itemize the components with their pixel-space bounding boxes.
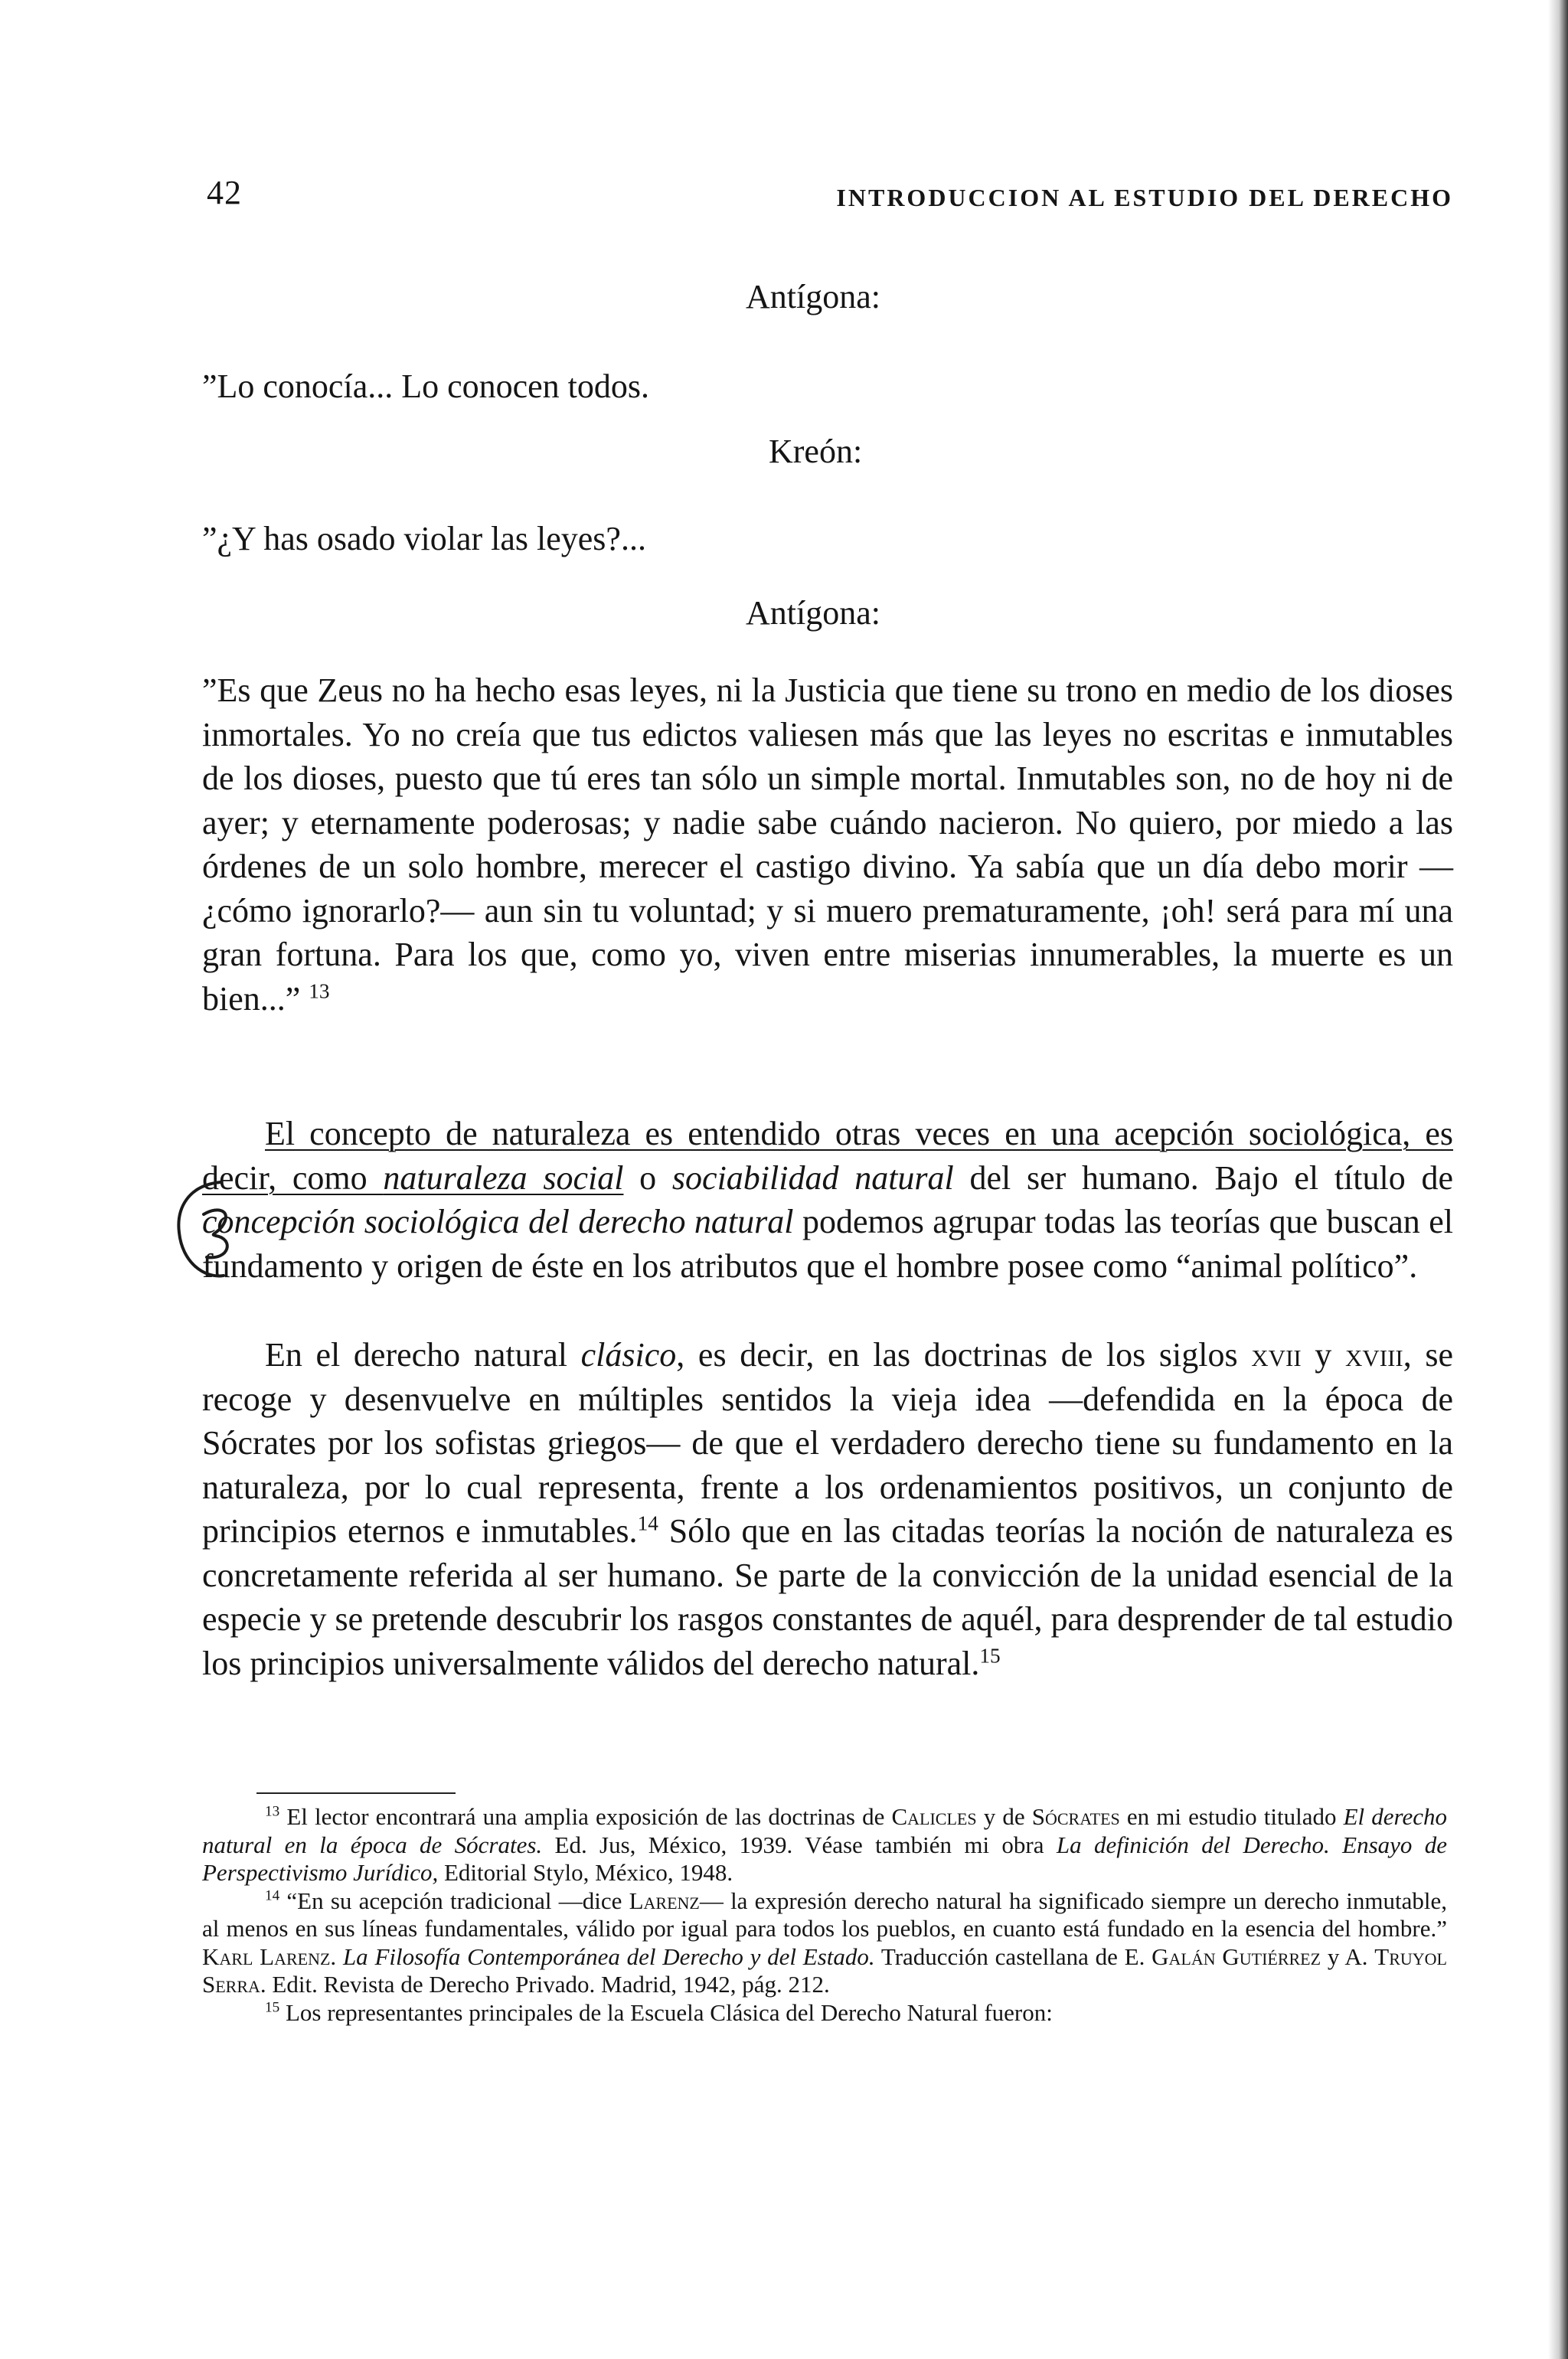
speaker-kreon: Kreón: (769, 433, 863, 470)
running-title: INTRODUCCION AL ESTUDIO DEL DERECHO (836, 184, 1453, 211)
century-numeral: xviii (1344, 1336, 1403, 1374)
text-run: . Edit. Revista de Derecho Privado. Madrid, 1942, pág. 212. (260, 1971, 830, 1998)
text-run: o (623, 1158, 672, 1197)
footnote-ref-13: 13 (309, 979, 330, 1002)
footnote-number: 13 (265, 1803, 280, 1820)
dialogue-text: ”¿Y has osado violar las leyes?... (202, 520, 646, 557)
footnotes (202, 1803, 1447, 2027)
handwritten-circled-number-icon (173, 1178, 257, 1285)
emphasis-text: sociabilidad natural (671, 1158, 954, 1197)
text-run: Ed. Jus, México, 1939. Véase también mi obra (542, 1831, 1057, 1858)
footnote-number: 15 (265, 1999, 280, 2016)
text-run: y A. (1321, 1942, 1375, 1970)
footnote-13 (202, 1803, 1447, 1887)
work-title: La Filosofía Contemporánea del Derecho y del Estado. (342, 1942, 875, 1970)
paragraph-text (202, 1112, 1453, 1288)
speaker-antigona-1: Antígona: (746, 278, 880, 315)
dialogue-text: ”Lo conocía... Lo conocen todos. (202, 368, 650, 405)
footnote-divider (256, 1792, 456, 1794)
emphasis-text: clásico (580, 1336, 677, 1374)
dialogue-text (202, 668, 1453, 1021)
author-name: Calicles (891, 1803, 977, 1830)
paragraph-derecho-natural-clasico (202, 1333, 1453, 1685)
dialogue-line-2 (202, 517, 1453, 561)
paragraph-text (202, 1333, 1453, 1685)
text-run: , es decir, en las doctrinas de los siglos (676, 1336, 1252, 1374)
author-name: Larenz (629, 1887, 700, 1914)
author-name: Karl Larenz. (202, 1942, 337, 1970)
text-run: del ser humano. Bajo el título de (953, 1158, 1453, 1197)
emphasis-text: naturaleza social (383, 1158, 624, 1197)
footnote-15 (202, 1999, 1447, 2027)
dialogue-line-1 (202, 364, 1453, 409)
text-run: En el derecho natural (265, 1336, 581, 1374)
author-name: Sócrates (1031, 1803, 1120, 1830)
century-numeral: xvii (1251, 1336, 1302, 1374)
text-run: , se recoge y desenvuelve en múltiples sentidos la vieja idea —defendida en la época de Sócrates por los sofistas griegos— de que el verdadero derecho tiene su fundamento en la naturaleza, por lo cual representa, frente a los ordenamientos positivos, un conjunto de principios eternos e inmutables. (202, 1336, 1454, 1550)
work-title: El derecho natural en la época de Sócrates. (202, 1803, 1447, 1858)
page-edge-shadow (1548, 0, 1568, 2359)
page-number: 42 (207, 174, 242, 211)
footnote-14 (202, 1887, 1447, 1999)
text-run: — la expresión derecho natural ha significado siempre un derecho inmutable, al menos en sus líneas fundamentales, válido por igual para todos los pueblos, en cuanto está fundado en la esencia del hombre.” (202, 1887, 1448, 1942)
text-run: Traducción castellana de E. (874, 1942, 1152, 1970)
speaker-antigona-2: Antígona: (746, 594, 880, 632)
text-run: y (1301, 1336, 1345, 1374)
text-run (336, 1943, 343, 1970)
dialogue-speech: ”Es que Zeus no ha hecho esas leyes, ni la Justicia que tiene su trono en medio de los dioses inmortales. Yo no creía que tus edictos valiesen más que las leyes no escritas e inmutables de los dioses, puesto que tú eres tan sólo un simple mortal. Inmutables son, no de hoy ni de ayer; y eternamente poderosas; y nadie sabe cuándo nacieron. No quiero, por miedo a las órdenes de un solo hombre, merecer el castigo divino. Ya sabía que un día debo morir —¿cómo ignorarlo?— aun sin tu voluntad; y si muero prematuramente, ¡oh! será para mí una gran fortuna. Para los que, como yo, viven entre miserias innumerables, la muerte es un bien...” (202, 671, 1453, 1018)
footnote-ref-15: 15 (979, 1643, 1001, 1667)
author-name: Truyol Serra (202, 1942, 1447, 1998)
underlined-text: El concepto de naturaleza es entendido otras veces en una acepción sociológica, es decir, como (202, 1115, 1453, 1197)
text-run: El lector encontrará una amplia exposición de las doctrinas de (279, 1803, 892, 1830)
paragraph-naturaleza-social (202, 1112, 1453, 1288)
dialogue-line-3 (202, 668, 1453, 1021)
footnote-ref-14: 14 (637, 1511, 658, 1535)
text-run: Los representantes principales de la Escuela Clásica del Derecho Natural fueron: (279, 1998, 1053, 2026)
text-run: Editorial Stylo, México, 1948. (438, 1859, 733, 1886)
text-run: Sólo que en las citadas teorías la noción de naturaleza es concretamente referida al ser humano. Se parte de la convicción de la unidad esencial de la especie y se pretende descubrir los rasgos constantes de aquél, para desprender de tal estudio los principios universalmente válidos del derecho natural. (202, 1512, 1453, 1682)
emphasis-text: concepción sociológica del derecho natural (202, 1203, 794, 1240)
text-run: en mi estudio titulado (1119, 1803, 1344, 1830)
footnote-number: 14 (265, 1887, 280, 1904)
text-run: podemos agrupar todas las teorías que buscan el fundamento y origen de éste en los atributos que el hombre posee como “animal político”. (202, 1203, 1453, 1285)
text-run: “En su acepción tradicional —dice (279, 1887, 629, 1914)
work-title: La definición del Derecho. Ensayo de Perspectivismo Jurídico, (202, 1831, 1448, 1886)
author-name: Galán Gutiérrez (1152, 1942, 1321, 1970)
text-run: y de (976, 1803, 1032, 1830)
